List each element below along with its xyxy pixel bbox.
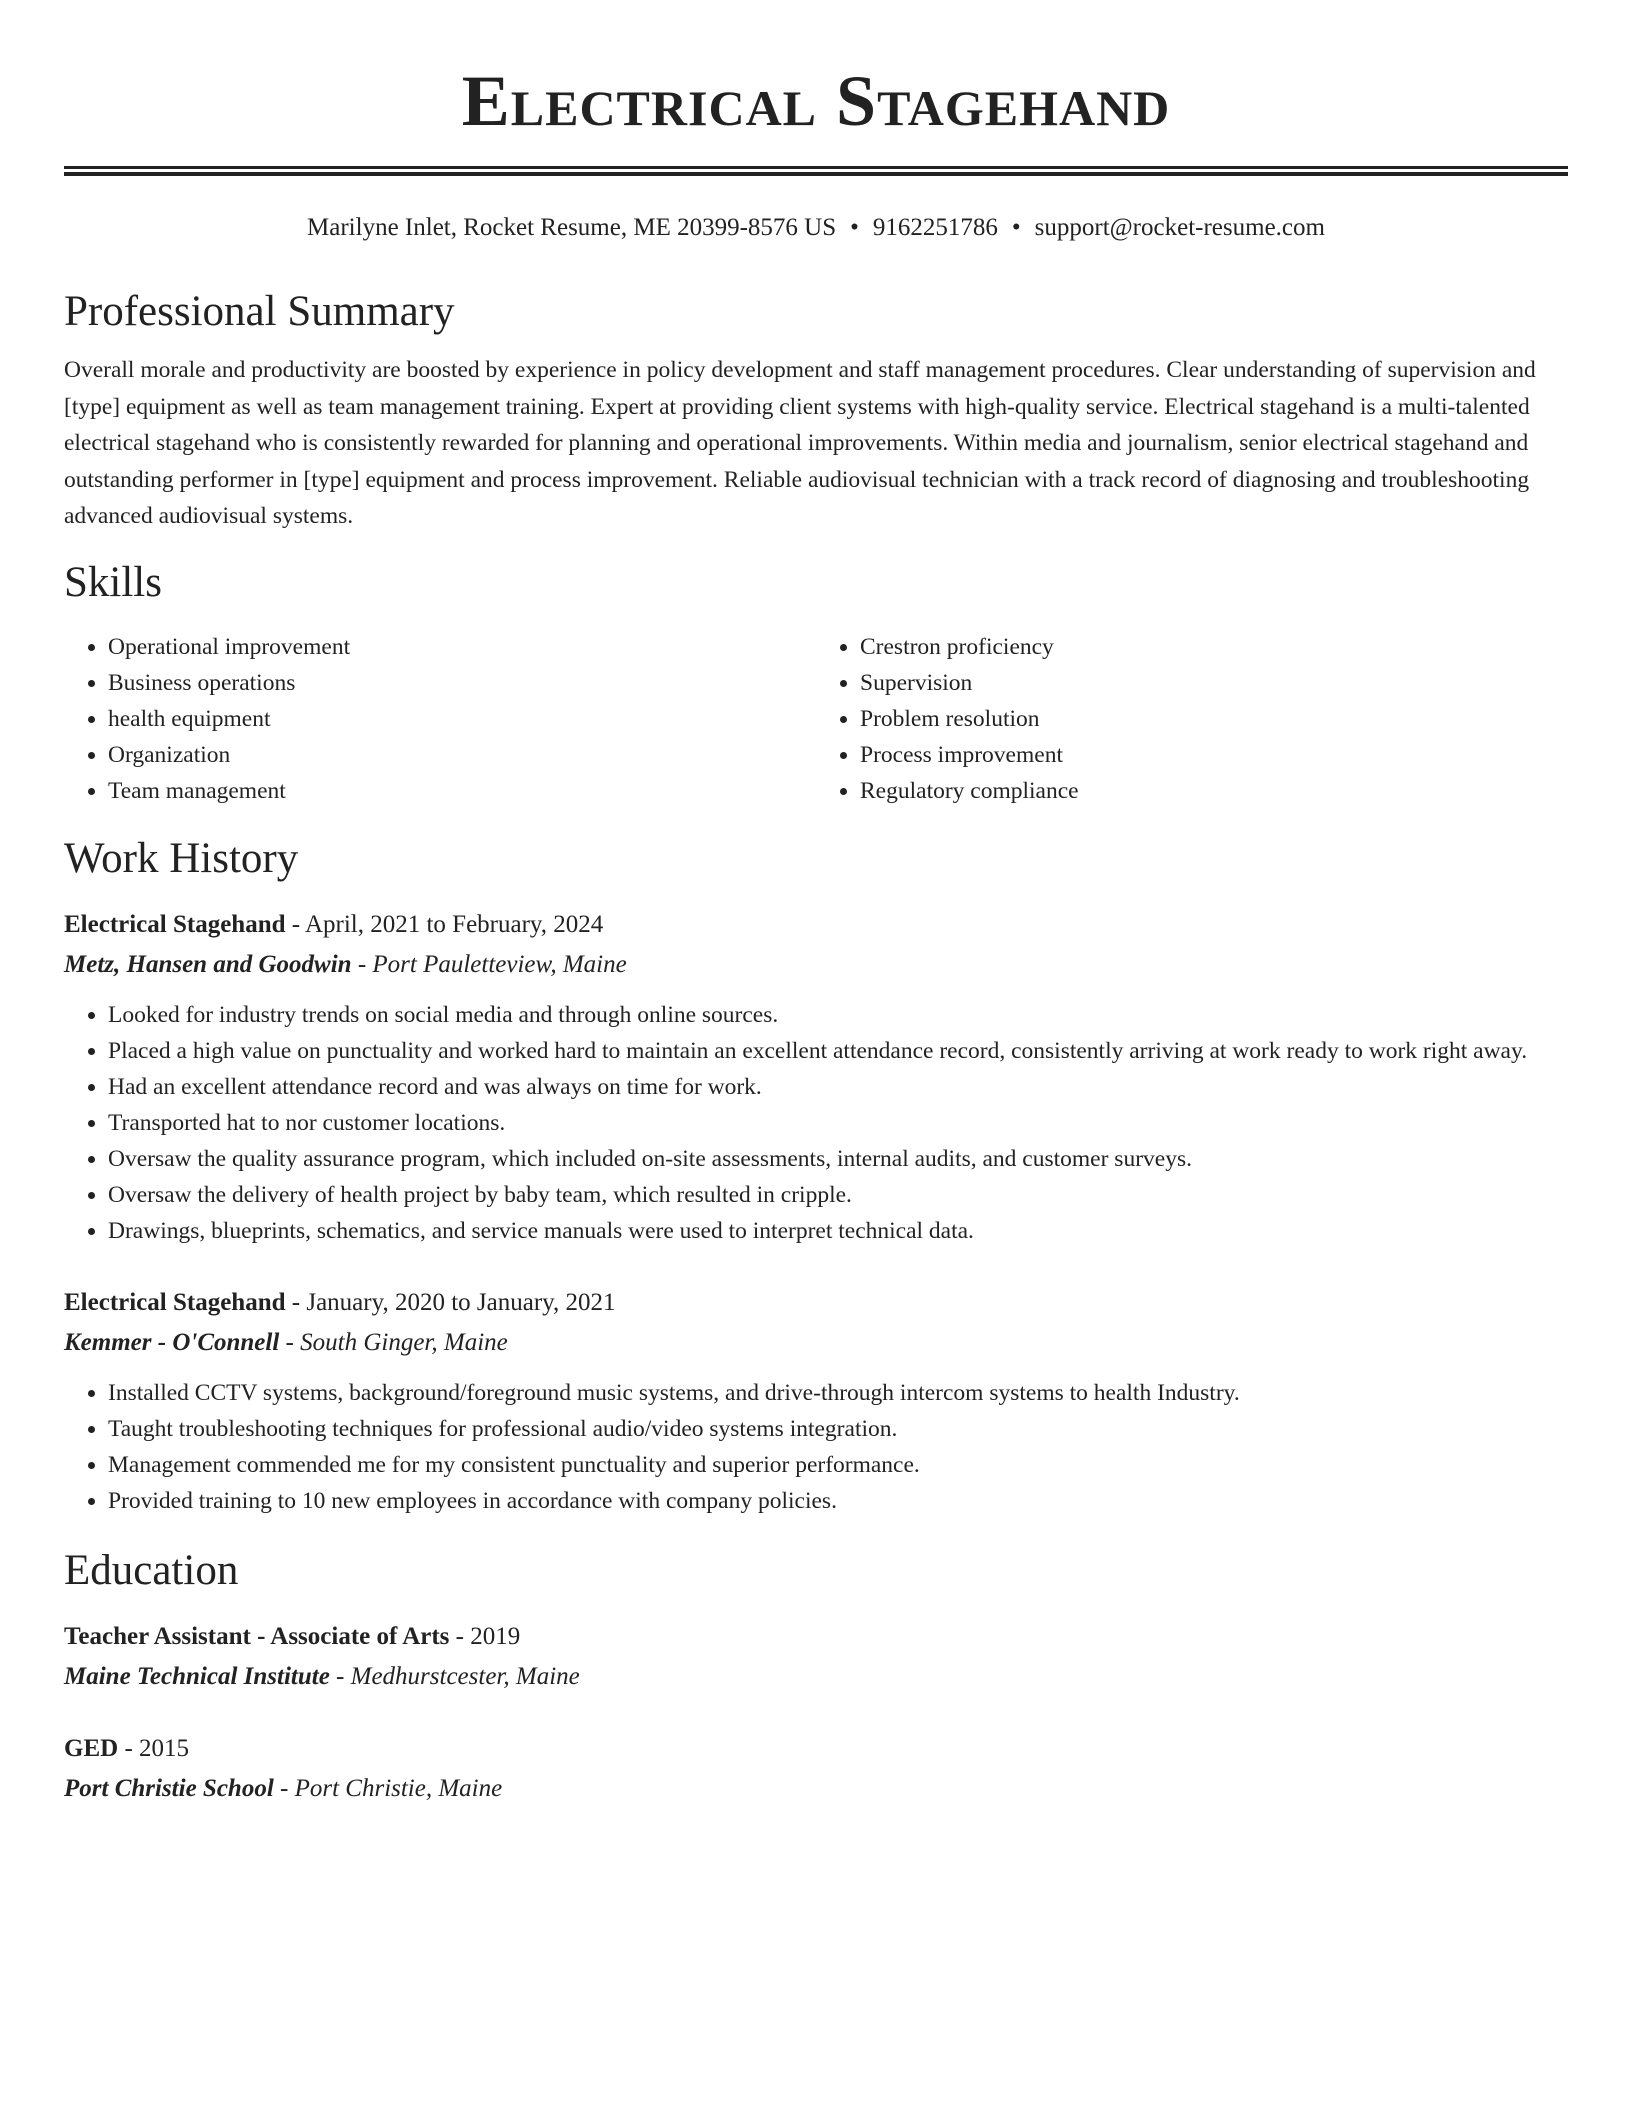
contact-line [64,212,1568,244]
job-duties [64,1375,1568,1519]
contact-separator: • [850,214,859,241]
work-history-heading: Work History [64,834,299,882]
job-duty: • Looked for industry trends on social media and through online sources. [108,997,1568,1033]
education-school: Port Christie School [64,1774,274,1802]
job-entry [64,905,1568,1249]
job-duties [64,997,1568,1249]
education-degree-line [64,1617,1568,1657]
skills-list [64,629,1568,809]
education-school-line [64,1657,1568,1697]
job-duty: • Had an excellent attendance record and was always on time for work. [108,1069,1568,1105]
skill-item: • Crestron proficiency [860,629,1568,665]
skills-column-left [64,629,816,809]
summary-heading: Professional Summary [64,288,455,335]
job-duty: • Oversaw the quality assurance program, which included on-site assessments, internal audits, and customer surveys. [108,1141,1568,1177]
job-duty: • Transported hat to nor customer locations. [108,1105,1568,1141]
skills-heading: Skills [64,558,162,606]
job-duty: • Drawings, blueprints, schematics, and service manuals were used to interpret technical data. [108,1213,1568,1249]
job-role: Electrical Stagehand [64,910,286,938]
education-degree: GED [64,1734,119,1762]
resume-title: Electrical Stagehand [461,61,1171,141]
skill-item: • Operational improvement [108,629,816,665]
job-company-line [64,1323,1568,1363]
skills-column-right [816,629,1568,809]
education-degree-line [64,1729,1568,1769]
job-location: - South Ginger, Maine [279,1328,508,1356]
skill-item: • Supervision [860,665,1568,701]
education-location: - Port Christie, Maine [273,1774,503,1802]
skill-item: • Team management [108,773,816,809]
skill-item: • Business operations [108,665,816,701]
skill-item: • Regulatory compliance [860,773,1568,809]
education-degree: Teacher Assistant - Associate of Arts [64,1622,450,1650]
skill-item: • health equipment [108,701,816,737]
job-dates: - January, 2020 to January, 2021 [285,1288,616,1316]
job-location: - Port Pauletteview, Maine [351,950,627,978]
job-company: Kemmer - O'Connell [64,1328,280,1356]
education-entry [64,1729,1568,1809]
job-company: Metz, Hansen and Goodwin [64,950,352,978]
contact-address: Marilyne Inlet, Rocket Resume, ME 20399-8576 US [307,214,837,241]
job-duty: • Oversaw the delivery of health project by baby team, which resulted in cripple. [108,1177,1568,1213]
job-title-line [64,905,1568,945]
job-title-line [64,1283,1568,1323]
job-duty: • Provided training to 10 new employees in accordance with company policies. [108,1483,1568,1519]
contact-email: support@rocket-resume.com [1034,214,1325,241]
job-entry [64,1283,1568,1519]
skill-item: • Organization [108,737,816,773]
education-heading: Education [64,1546,239,1594]
education-year: - 2019 [449,1622,521,1650]
contact-phone: 9162251786 [872,214,998,241]
summary-text: Overall morale and productivity are boosted by experience in policy development and staff management procedures. Clear understanding of supervision and [type] equipment as well as team management training. Expert at providing client systems with high-quality service. Electrical stagehand is a multi-talented electrical stagehand who is consistently rewarded for planning and operational improvements. Within media and journalism, senior electrical stagehand and outstanding performer in [type] equipment and process improvement. Reliable audiovisual technician with a track record of diagnosing and troubleshooting advanced audiovisual systems. [64,357,1536,529]
job-dates: - April, 2021 to February, 2024 [285,910,604,938]
skill-item: • Process improvement [860,737,1568,773]
job-role: Electrical Stagehand [64,1288,286,1316]
title-divider [64,166,1568,176]
job-duty: • Installed CCTV systems, background/foreground music systems, and drive-through intercom systems to health Industry. [108,1375,1568,1411]
job-duty: • Placed a high value on punctuality and worked hard to maintain an excellent attendance record, consistently arriving at work ready to work right away. [108,1033,1568,1069]
education-school: Maine Technical Institute [64,1662,330,1690]
skill-item: • Problem resolution [860,701,1568,737]
education-entry [64,1617,1568,1697]
education-location: - Medhurstcester, Maine [329,1662,580,1690]
contact-separator: • [1011,214,1021,241]
job-duty: • Taught troubleshooting techniques for professional audio/video systems integration. [108,1411,1568,1447]
job-company-line [64,945,1568,985]
job-duty: • Management commended me for my consistent punctuality and superior performance. [108,1447,1568,1483]
education-school-line [64,1769,1568,1809]
education-year: - 2015 [118,1734,190,1762]
